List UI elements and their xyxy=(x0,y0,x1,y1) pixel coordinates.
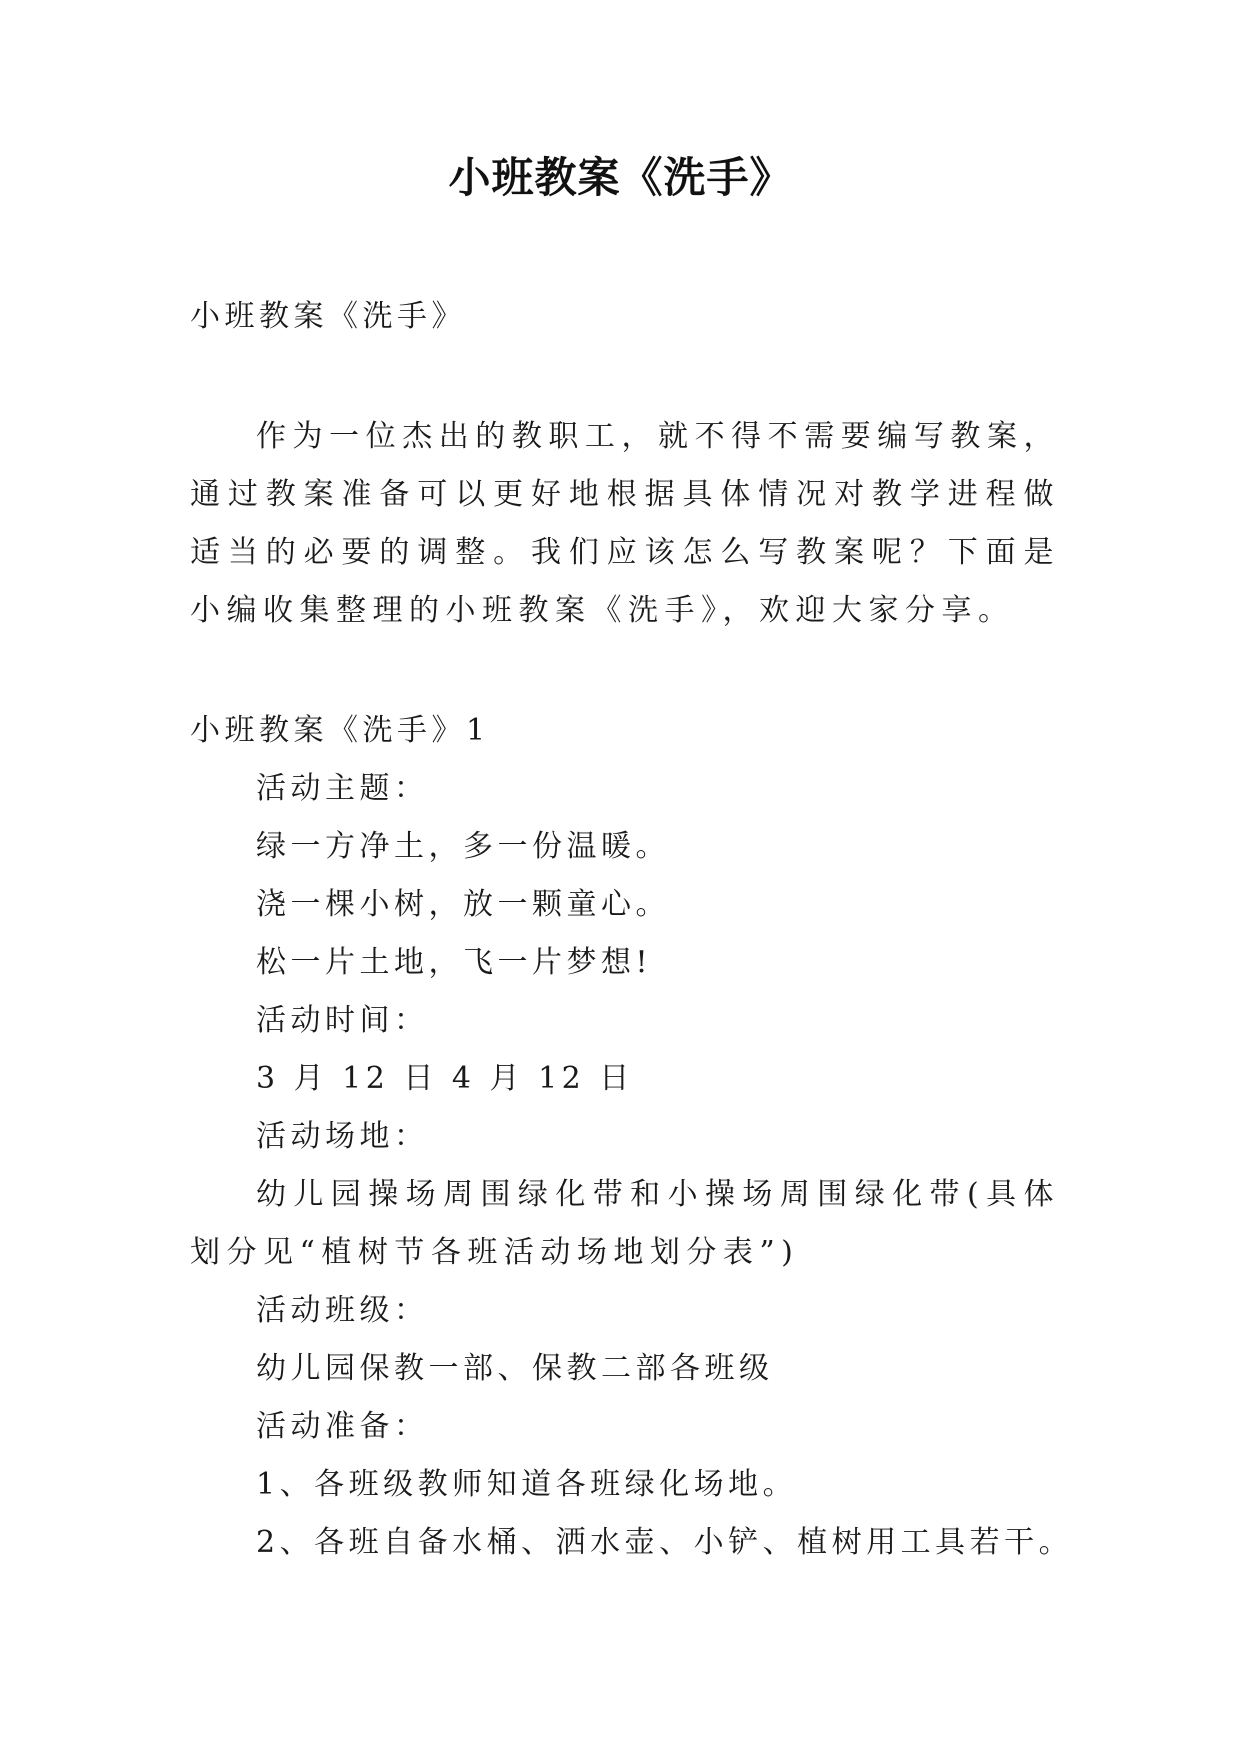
text-line: 1、各班级教师知道各班绿化场地。 xyxy=(256,1467,798,1502)
document-title: 小班教案《洗手》 xyxy=(448,153,793,202)
text-line: 幼儿园保教一部、保教二部各班级 xyxy=(256,1351,774,1386)
text-line: 活动班级： xyxy=(256,1293,429,1328)
document-body xyxy=(190,288,1074,1572)
text-line: 活动主题： xyxy=(256,771,429,806)
spacer xyxy=(190,640,1060,702)
text-line: 活动时间： xyxy=(256,1003,429,1038)
text-line: 活动准备： xyxy=(256,1409,429,1444)
spacer xyxy=(190,346,1060,408)
text-line: 绿一方净土，多一份温暖。 xyxy=(256,829,670,864)
text-line: 2、各班自备水桶、洒水壶、小铲、植树用工具若干。 xyxy=(256,1525,1074,1560)
document-subtitle: 小班教案《洗手》 xyxy=(190,299,466,334)
text-line: 松一片土地，飞一片梦想! xyxy=(256,945,653,980)
text-line: 3 月 12 日 4 月 12 日 xyxy=(256,1061,634,1096)
intro-paragraph: 作为一位杰出的教职工，就不得不需要编写教案，通过教案准备可以更好地根据具体情况对教学进程做适当的必要的调整。我们应该怎么写教案呢？下面是小编收集整理的小班教案《洗手》，欢迎大家分享。 xyxy=(190,419,1060,628)
text-line: 浇一棵小树，放一颗童心。 xyxy=(256,887,670,922)
section-heading: 小班教案《洗手》1 xyxy=(190,713,490,748)
text-line: 活动场地： xyxy=(256,1119,429,1154)
venue-paragraph: 幼儿园操场周围绿化带和小操场周围绿化带(具体划分见“植树节各班活动场地划分表”) xyxy=(190,1177,1060,1270)
